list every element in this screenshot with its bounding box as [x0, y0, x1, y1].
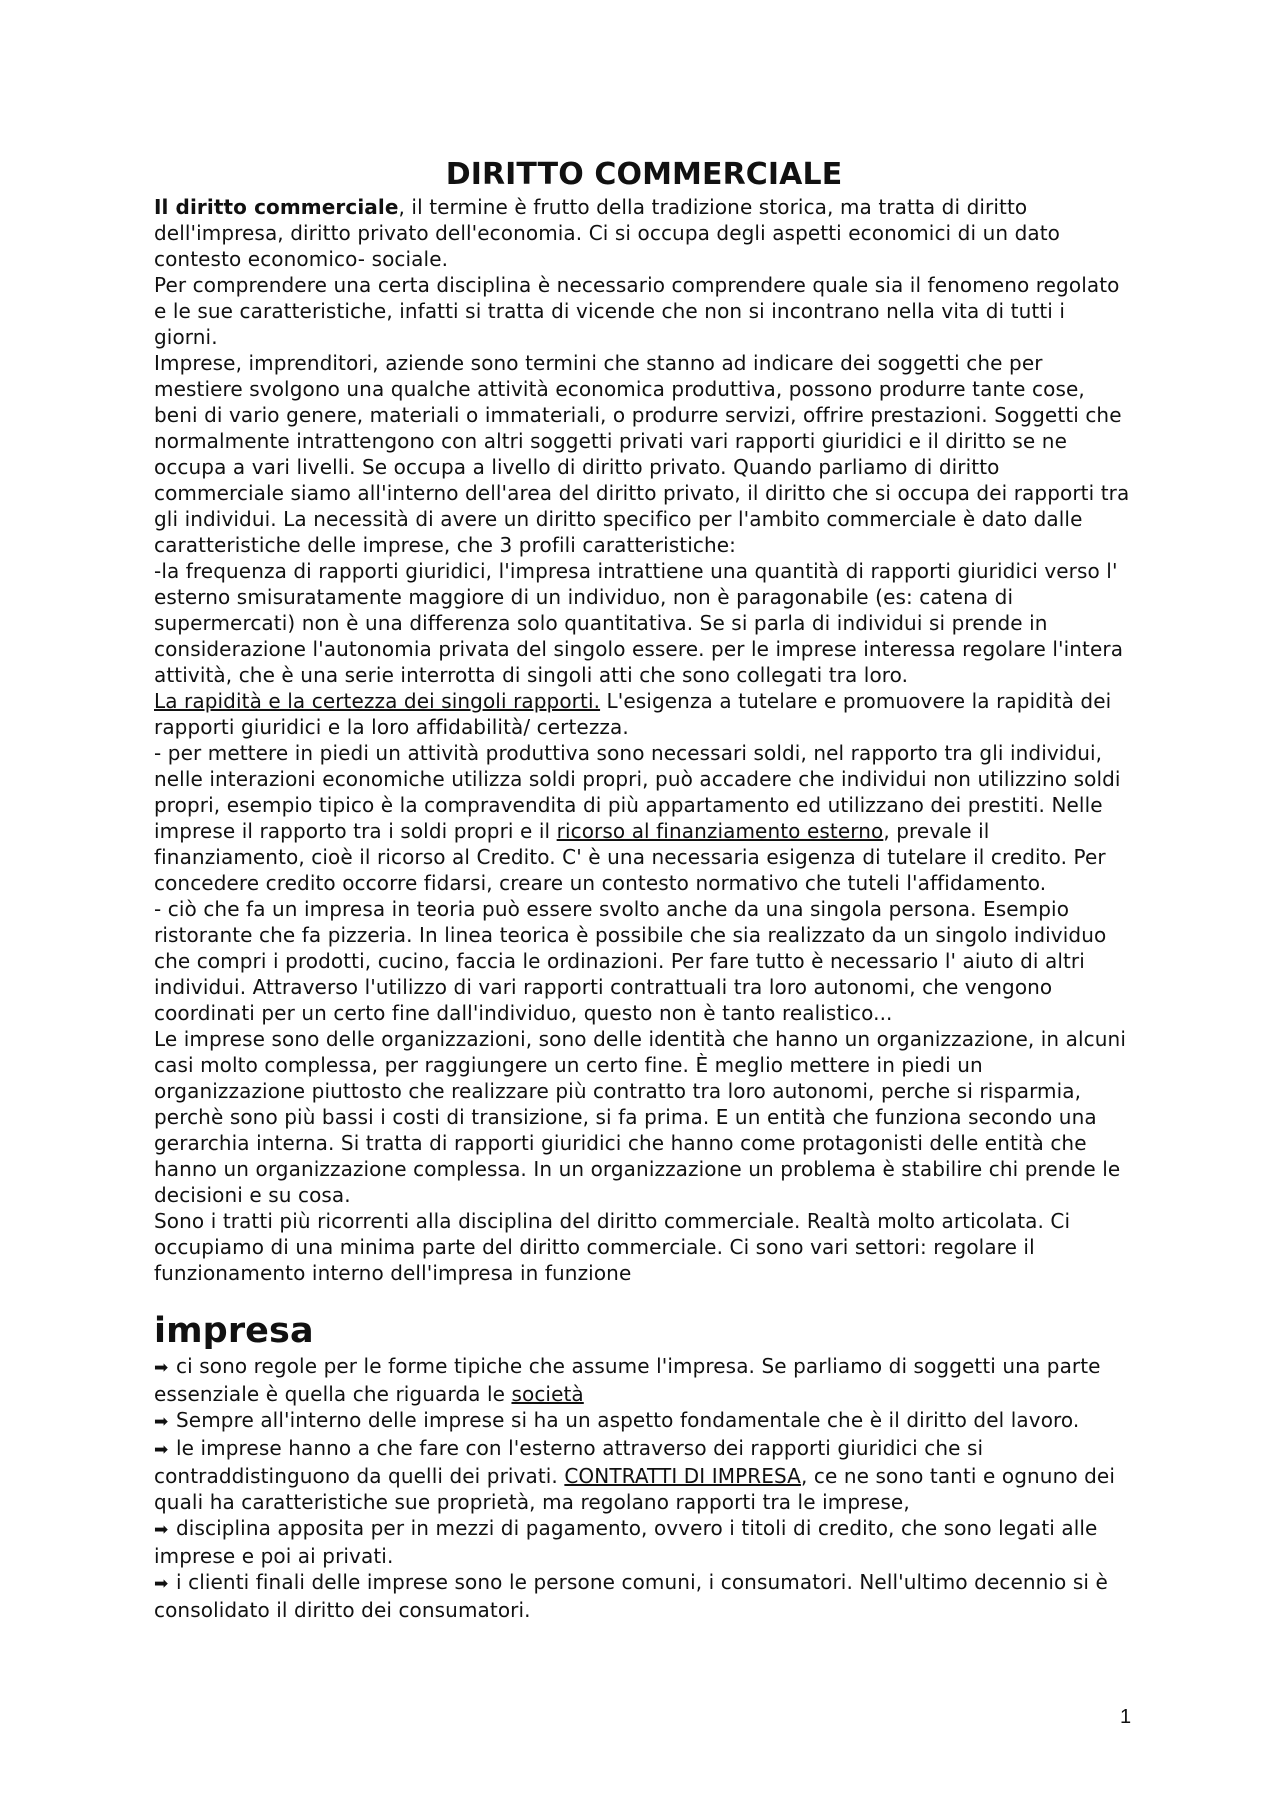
paragraph-5-rest: L'esigenza a tutelare e promuovere la rapidità dei rapporti giuridici e la loro affidabilità/ certezza. [154, 689, 1112, 739]
bullet-list [154, 1353, 1134, 1623]
list-item-text: i clienti finali delle imprese sono le persone comuni, i consumatori. Nell'ultimo decennio si è consolidato il diritto dei consumatori. [154, 1570, 1108, 1622]
underlined-phrase: La rapidità e la certezza dei singoli rapporti. [154, 689, 601, 713]
list-item-text: le imprese hanno a che fare con l'esterno attraverso dei rapporti giuridici che si contraddistinguono da quelli dei privati. [154, 1436, 984, 1488]
list-item-text: Sempre all'interno delle imprese si ha un aspetto fondamentale che è il diritto del lavoro. [176, 1408, 1080, 1432]
paragraph-3: Imprese, imprenditori, aziende sono termini che stanno ad indicare dei soggetti che per mestiere svolgono una qualche attività economica produttiva, possono produrre tante cose, beni di vario genere, materiali o immateriali, o produrre servizi, offrire prestazioni. Soggetti che normalmente intrattengono con altri soggetti privati vari rapporti giuridici e il diritto se ne occupa a vari livelli. Se occupa a livello di diritto privato. Quando parliamo di diritto commerciale siamo all'interno dell'area del diritto privato, il diritto che si occupa dei rapporti tra gli individui. La necessità di avere un diritto specifico per l'ambito commerciale è dato dalle caratteristiche delle imprese, che 3 profili caratteristiche: [154, 351, 1130, 557]
list-item [154, 1569, 1134, 1623]
right-arrow-icon: ➡ [154, 1412, 169, 1432]
page-number: 1 [1120, 1706, 1132, 1728]
list-item-text: disciplina apposita per in mezzi di pagamento, ovvero i titoli di credito, che sono legati alle imprese e poi ai privati. [154, 1516, 1098, 1568]
list-item [154, 1353, 1134, 1407]
right-arrow-icon: ➡ [154, 1520, 169, 1540]
underlined-phrase: CONTRATTI DI IMPRESA [564, 1464, 801, 1488]
paragraph-8: Le imprese sono delle organizzazioni, sono delle identità che hanno un organizzazione, in alcuni casi molto complessa, per raggiungere un certo fine. È meglio mettere in piedi un organizzazione piuttosto che realizzare più contratto tra loro autonomi, perche si risparmia, perchè sono più bassi i costi di transizione, si fa prima. E un entità che funziona secondo una gerarchia interna. Si tratta di rapporti giuridici che hanno come protagonisti delle entità che hanno un organizzazione complessa. In un organizzazione un problema è stabilire chi prende le decisioni e su cosa. [154, 1027, 1126, 1207]
paragraph-9: Sono i tratti più ricorrenti alla disciplina del diritto commerciale. Realtà molto articolata. Ci occupiamo di una minima parte del diritto commerciale. Ci sono vari settori: regolare il funzionamento interno dell'impresa in funzione [154, 1209, 1071, 1285]
paragraph-6-after: , prevale il finanziamento, cioè il ricorso al Credito. C' è una necessaria esigenza di tutelare il credito. Per concedere credito occorre fidarsi, creare un contesto normativo che tuteli l'affidamento. [154, 819, 1106, 895]
body-text [154, 194, 1134, 1286]
paragraph-5 [154, 688, 1134, 740]
paragraph-intro [154, 194, 1134, 272]
paragraph-2: Per comprendere una certa disciplina è necessario comprendere quale sia il fenomeno regolato e le sue caratteristiche, infatti si tratta di vicende che non si incontrano nella vita di tutti i giorni. [154, 273, 1120, 349]
section-heading: impresa [154, 1311, 314, 1351]
right-arrow-icon: ➡ [154, 1574, 169, 1594]
intro-lead: Il diritto commerciale [154, 195, 399, 219]
paragraph-7: - ciò che fa un impresa in teoria può essere svolto anche da una singola persona. Esempio ristorante che fa pizzeria. In linea teorica è possibile che sia realizzato da un singolo individuo che compri i prodotti, cucino, faccia le ordinazioni. Per fare tutto è necessario l' aiuto di altri individui. Attraverso l'utilizzo di vari rapporti contrattuali tra loro autonomi, che vengono coordinati per un certo fine dall'individuo, questo non è tanto realistico... [154, 897, 1107, 1025]
right-arrow-icon: ➡ [154, 1440, 169, 1460]
paragraph-6-before: - per mettere in piedi un attività produttiva sono necessari soldi, nel rapporto tra gli individui, nelle interazioni economiche utilizza soldi propri, può accadere che individui non utilizzino soldi propri, esempio tipico è la compravendita di più appartamento ed utilizzano dei prestiti. Nelle imprese il rapporto tra i soldi propri e il [154, 741, 1121, 843]
list-item [154, 1515, 1134, 1569]
underlined-phrase: società [511, 1382, 584, 1406]
list-item-text: , ce ne sono tanti e ognuno dei quali ha caratteristiche sue proprietà, ma regolano rapporti tra le imprese, [154, 1464, 1115, 1514]
right-arrow-icon: ➡ [154, 1358, 169, 1378]
list-item [154, 1435, 1134, 1515]
list-item-text: ci sono regole per le forme tipiche che assume l'impresa. Se parliamo di soggetti una parte essenziale è quella che riguarda le [154, 1354, 1101, 1406]
paragraph-6 [154, 740, 1134, 896]
intro-rest: , il termine è frutto della tradizione storica, ma tratta di diritto dell'impresa, diritto privato dell'economia. Ci si occupa degli aspetti economici di un dato contesto economico- sociale. [154, 195, 1061, 271]
list-item [154, 1407, 1134, 1435]
underlined-phrase: ricorso al finanziamento esterno [556, 819, 884, 843]
page-title: DIRITTO COMMERCIALE [445, 157, 843, 192]
paragraph-4: -la frequenza di rapporti giuridici, l'impresa intrattiene una quantità di rapporti giuridici verso l' esterno smisuratamente maggiore di un individuo, non è paragonabile (es: catena di supermercati) non è una differenza solo quantitativa. Se si parla di individui si prende in considerazione l'autonomia privata del singolo essere. per le imprese interessa regolare l'intera attività, che è una serie interrotta di singoli atti che sono collegati tra loro. [154, 559, 1124, 687]
